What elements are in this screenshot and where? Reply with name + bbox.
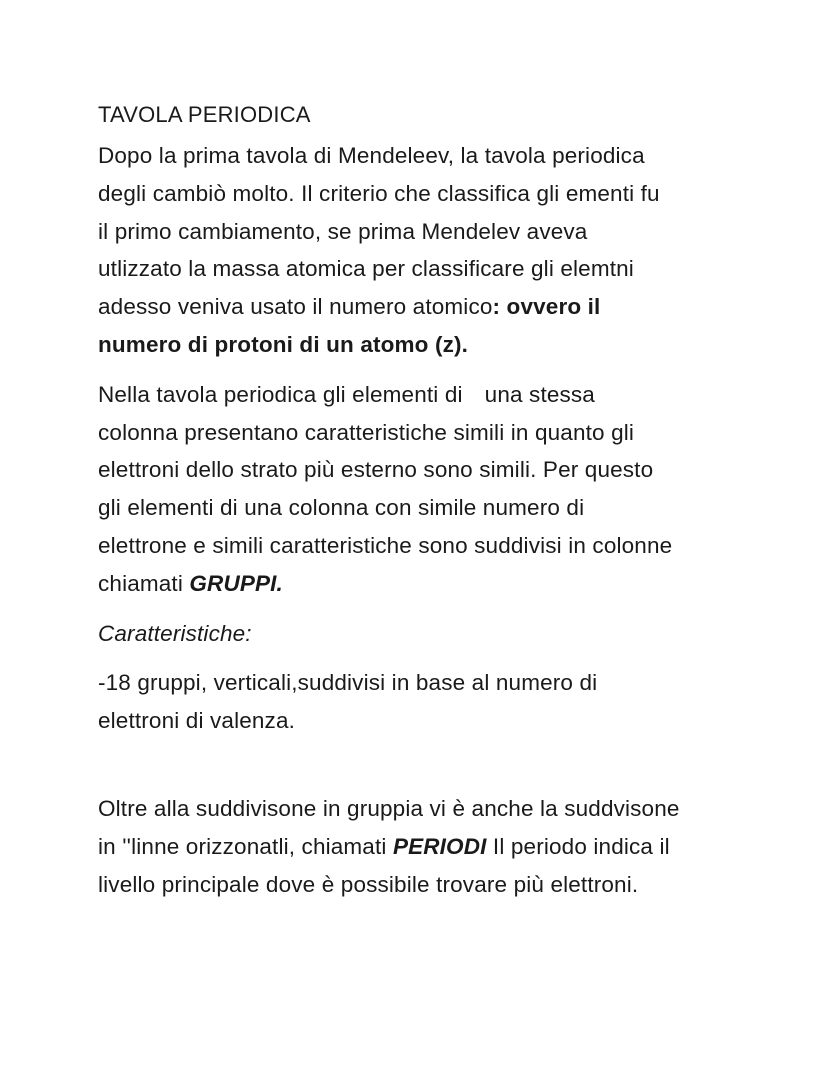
- bold-text-line: numero di protoni di un atomo (z).: [98, 331, 469, 357]
- document-title: TAVOLA PERIODICA: [98, 102, 311, 127]
- text-run: Il periodo indica il: [486, 833, 670, 859]
- paragraph-gruppi: [98, 376, 748, 603]
- text-run: Nella tavola periodica gli elementi di: [98, 381, 463, 407]
- text-run: in ''linne orizzonatli, chiamati: [98, 833, 393, 859]
- text-line: [98, 376, 748, 414]
- text-line: Oltre alla suddivisone in gruppia vi è anche la suddvisone: [98, 795, 680, 821]
- paragraph-mendeleev: [98, 137, 748, 364]
- text-run: chiamati: [98, 570, 190, 596]
- bold-text-run: : ovvero il: [492, 294, 601, 320]
- bold-italic-text-run: PERIODI: [392, 833, 487, 859]
- text-line: [98, 565, 748, 603]
- text-line: degli cambiò molto. Il criterio che classifica gli ementi fu: [98, 180, 660, 206]
- document-page: [98, 96, 748, 903]
- text-run: adesso veniva usato il numero atomico: [98, 294, 493, 320]
- text-line: il primo cambiamento, se prima Mendelev aveva: [98, 218, 588, 244]
- text-line: [98, 828, 748, 866]
- text-line: colonna presentano caratteristiche simili in quanto gli: [98, 419, 635, 445]
- section-heading-caratteristiche: [98, 615, 748, 653]
- text-line: -18 gruppi, verticali,suddivisi in base al numero di: [98, 670, 598, 696]
- text-line: gli elementi di una colonna con simile numero di: [98, 495, 585, 521]
- text-line: elettroni di valenza.: [98, 708, 296, 734]
- text-line: elettroni dello strato più esterno sono simili. Per questo: [98, 457, 654, 483]
- text-line: elettrone e simili caratteristiche sono suddivisi in colonne: [98, 532, 673, 558]
- paragraph-periodi: [98, 790, 748, 903]
- paragraph-18-gruppi: [98, 664, 748, 740]
- text-line: utlizzato la massa atomica per classificare gli elemtni: [98, 256, 634, 282]
- text-line: livello principale dove è possibile trovare più elettroni.: [98, 871, 639, 897]
- text-line: Caratteristiche:: [98, 620, 252, 646]
- text-run: una stessa: [484, 381, 595, 407]
- bold-italic-text-run: GRUPPI.: [189, 570, 283, 596]
- text-line: [98, 288, 748, 326]
- text-line: Dopo la prima tavola di Mendeleev, la tavola periodica: [98, 143, 645, 168]
